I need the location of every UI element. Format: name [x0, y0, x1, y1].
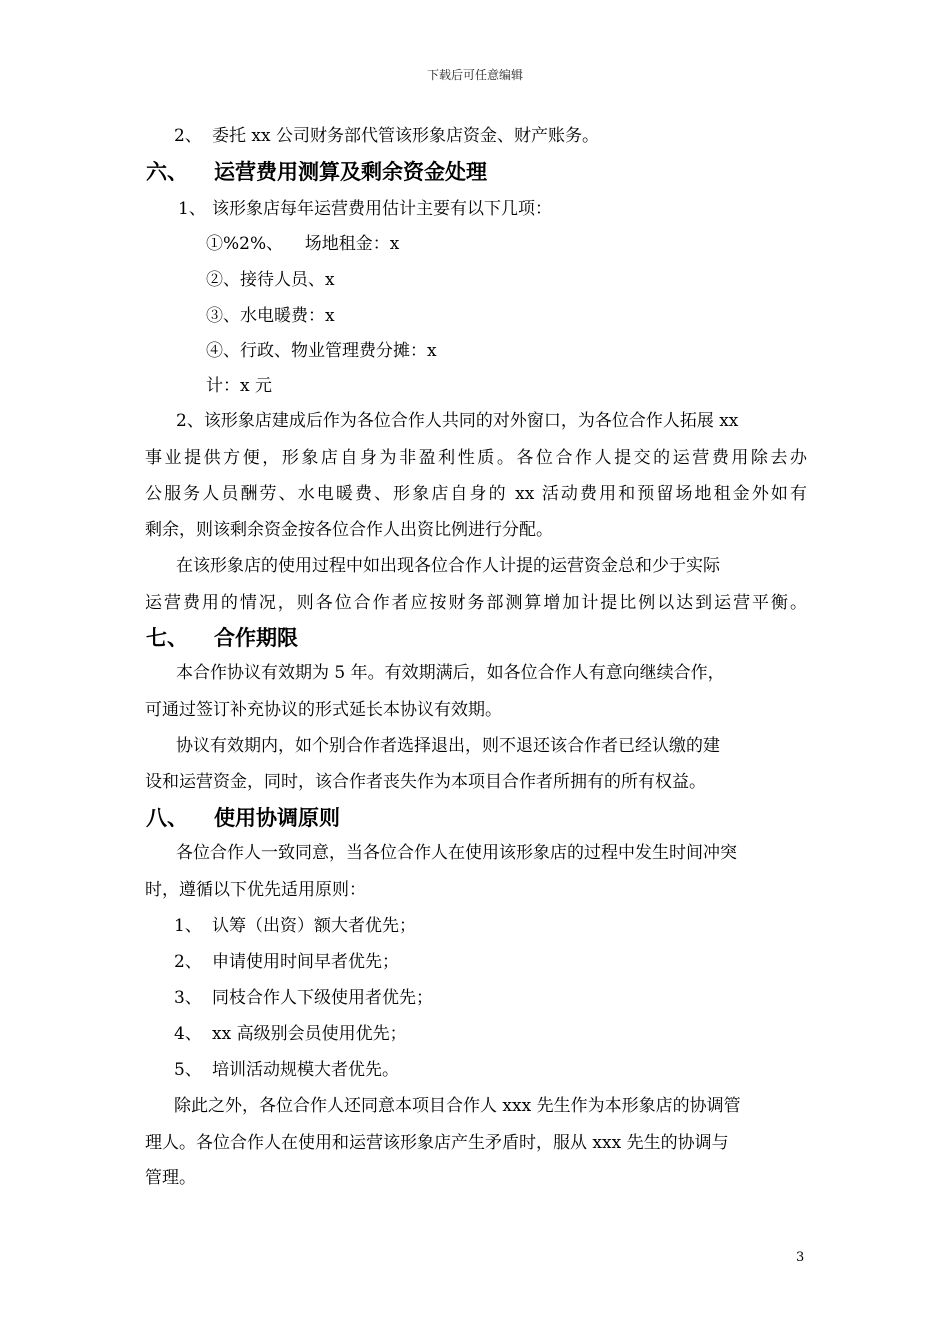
- paragraph-line: 事业提供方便，形象店自身为非盈利性质。各位合作人提交的运营费用除去办: [145, 448, 807, 468]
- paragraph-line: 管理。: [145, 1168, 196, 1188]
- list-item: 5、 培训活动规模大者优先。: [174, 1060, 399, 1080]
- page-number: 3: [796, 1250, 805, 1265]
- text-line: 计：x 元: [206, 376, 272, 396]
- text-line: ①%2%、 场地租金：x: [206, 234, 400, 254]
- paragraph-line: 运营费用的情况，则各位合作者应按财务部测算增加计提比例以达到运营平衡。: [145, 593, 807, 613]
- section-heading: 七、 合作期限: [146, 626, 298, 650]
- text-line: ③、水电暖费：x: [206, 306, 335, 326]
- paragraph-line: 除此之外，各位合作人还同意本项目合作人 xxx 先生作为本形象店的协调管: [174, 1096, 741, 1116]
- paragraph-line: 公服务人员酬劳、水电暖费、形象店自身的 xx 活动费用和预留场地租金外如有: [145, 484, 807, 504]
- paragraph-line: 可通过签订补充协议的形式延长本协议有效期。: [145, 700, 502, 720]
- paragraph-line: 本合作协议有效期为 5 年。有效期满后，如各位合作人有意向继续合作，: [176, 663, 725, 683]
- page-header: 下载后可任意编辑: [426, 68, 523, 82]
- paragraph-line: 剩余，则该剩余资金按各位合作人出资比例进行分配。: [145, 520, 553, 540]
- text-line: ④、行政、物业管理费分摊：x: [206, 341, 437, 361]
- paragraph-line: 2、该形象店建成后作为各位合作人共同的对外窗口，为各位合作人拓展 xx: [176, 411, 739, 431]
- section-heading: 八、 使用协调原则: [146, 806, 340, 830]
- list-item: 1、 认筹（出资）额大者优先；: [174, 916, 416, 936]
- list-item: 3、 同枝合作人下级使用者优先；: [174, 988, 433, 1008]
- text-line: ②、接待人员、x: [206, 270, 335, 290]
- paragraph-line: 在该形象店的使用过程中如出现各位合作人计提的运营资金总和少于实际: [176, 556, 720, 576]
- list-item: 1、 该形象店每年运营费用估计主要有以下几项：: [178, 199, 552, 219]
- list-item: 2、 申请使用时间早者优先；: [174, 952, 399, 972]
- list-item: 4、 xx 高级别会员使用优先；: [174, 1024, 407, 1044]
- section-heading: 六、 运营费用测算及剩余资金处理: [146, 160, 487, 184]
- paragraph-line: 协议有效期内，如个别合作者选择退出，则不退还该合作者已经认缴的建: [176, 736, 720, 756]
- paragraph-line: 时，遵循以下优先适用原则：: [145, 880, 366, 900]
- paragraph-line: 设和运营资金，同时，该合作者丧失作为本项目合作者所拥有的所有权益。: [145, 772, 706, 792]
- list-item: 2、 委托 xx 公司财务部代管该形象店资金、财产账务。: [174, 126, 599, 146]
- paragraph-line: 理人。各位合作人在使用和运营该形象店产生矛盾时，服从 xxx 先生的协调与: [145, 1133, 729, 1153]
- paragraph-line: 各位合作人一致同意，当各位合作人在使用该形象店的过程中发生时间冲突: [176, 843, 737, 863]
